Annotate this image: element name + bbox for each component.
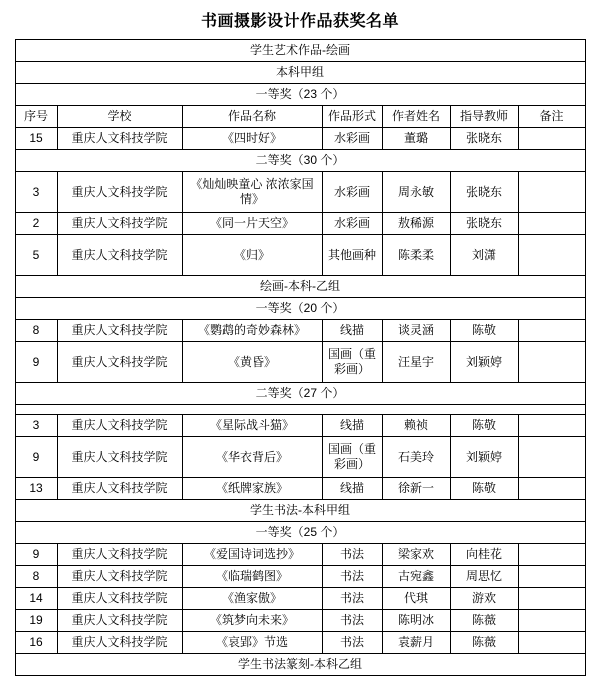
cell-form: 书法 <box>322 588 382 610</box>
cell-no: 8 <box>15 320 57 342</box>
cell-school: 重庆人文科技学院 <box>57 566 182 588</box>
cell-work: 《华衣背后》 <box>182 437 322 478</box>
table-section-row <box>15 298 585 320</box>
cell-remark <box>518 235 585 276</box>
table-section-row <box>15 500 585 522</box>
section-label: 绘画-本科-乙组 <box>15 276 585 298</box>
cell-form: 线描 <box>322 415 382 437</box>
section-label: 二等奖（30 个） <box>15 150 585 172</box>
cell-form: 线描 <box>322 320 382 342</box>
cell-school: 重庆人文科技学院 <box>57 213 182 235</box>
cell-school: 重庆人文科技学院 <box>57 342 182 383</box>
cell-remark <box>518 342 585 383</box>
gap-cell <box>15 405 585 415</box>
cell-teacher: 周思忆 <box>450 566 518 588</box>
cell-no: 16 <box>15 632 57 654</box>
cell-no: 9 <box>15 437 57 478</box>
section-label: 二等奖（27 个） <box>15 383 585 405</box>
cell-work: 《鹦鹉的奇妙森林》 <box>182 320 322 342</box>
cell-no: 3 <box>15 415 57 437</box>
cell-remark <box>518 320 585 342</box>
cell-teacher: 刘颖婷 <box>450 437 518 478</box>
table-row <box>15 588 585 610</box>
cell-form: 水彩画 <box>322 128 382 150</box>
table-section-row <box>15 40 585 62</box>
cell-form: 国画（重彩画） <box>322 342 382 383</box>
cell-no: 5 <box>15 235 57 276</box>
column-header: 作品名称 <box>182 106 322 128</box>
table-section-row <box>15 383 585 405</box>
cell-no: 9 <box>15 544 57 566</box>
cell-school: 重庆人文科技学院 <box>57 172 182 213</box>
table-row <box>15 320 585 342</box>
cell-remark <box>518 172 585 213</box>
cell-author: 敖稀源 <box>382 213 450 235</box>
cell-remark <box>518 632 585 654</box>
cell-school: 重庆人文科技学院 <box>57 235 182 276</box>
column-header: 备注 <box>518 106 585 128</box>
section-label: 一等奖（25 个） <box>15 522 585 544</box>
cell-no: 13 <box>15 478 57 500</box>
table-section-row <box>15 84 585 106</box>
table-header-row <box>15 106 585 128</box>
cell-work: 《渔家傲》 <box>182 588 322 610</box>
cell-teacher: 张晓东 <box>450 128 518 150</box>
table-section-row <box>15 276 585 298</box>
cell-author: 周永敏 <box>382 172 450 213</box>
section-label: 本科甲组 <box>15 62 585 84</box>
cell-teacher: 陈薇 <box>450 632 518 654</box>
cell-work: 《黄昏》 <box>182 342 322 383</box>
cell-remark <box>518 478 585 500</box>
table-row <box>15 342 585 383</box>
column-header: 指导教师 <box>450 106 518 128</box>
table-row <box>15 610 585 632</box>
cell-school: 重庆人文科技学院 <box>57 478 182 500</box>
column-header: 序号 <box>15 106 57 128</box>
cell-school: 重庆人文科技学院 <box>57 437 182 478</box>
cell-teacher: 刘潇 <box>450 235 518 276</box>
cell-form: 书法 <box>322 544 382 566</box>
cell-work: 《临瑞鹤图》 <box>182 566 322 588</box>
cell-work: 《筑梦向未来》 <box>182 610 322 632</box>
cell-work: 《星际战斗猫》 <box>182 415 322 437</box>
cell-form: 水彩画 <box>322 172 382 213</box>
cell-no: 3 <box>15 172 57 213</box>
cell-school: 重庆人文科技学院 <box>57 415 182 437</box>
table-section-row <box>15 522 585 544</box>
cell-author: 董璐 <box>382 128 450 150</box>
cell-remark <box>518 213 585 235</box>
cell-teacher: 张晓东 <box>450 172 518 213</box>
table-section-row <box>15 654 585 676</box>
cell-no: 8 <box>15 566 57 588</box>
table-section-row <box>15 150 585 172</box>
cell-author: 代琪 <box>382 588 450 610</box>
cell-school: 重庆人文科技学院 <box>57 610 182 632</box>
cell-no: 19 <box>15 610 57 632</box>
cell-work: 《归》 <box>182 235 322 276</box>
cell-remark <box>518 544 585 566</box>
cell-school: 重庆人文科技学院 <box>57 632 182 654</box>
table-row <box>15 235 585 276</box>
cell-author: 石美玲 <box>382 437 450 478</box>
section-label: 学生书法-本科甲组 <box>15 500 585 522</box>
cell-work: 《纸牌家族》 <box>182 478 322 500</box>
table-row <box>15 566 585 588</box>
cell-no: 15 <box>15 128 57 150</box>
column-header: 作品形式 <box>322 106 382 128</box>
page-title: 书画摄影设计作品获奖名单 <box>200 13 399 30</box>
cell-form: 其他画种 <box>322 235 382 276</box>
column-header: 学校 <box>57 106 182 128</box>
table-gap-row <box>15 405 585 415</box>
cell-school: 重庆人文科技学院 <box>57 320 182 342</box>
cell-author: 陈柔柔 <box>382 235 450 276</box>
cell-no: 14 <box>15 588 57 610</box>
cell-form: 国画（重彩画） <box>322 437 382 478</box>
cell-remark <box>518 415 585 437</box>
cell-teacher: 陈敬 <box>450 478 518 500</box>
section-label: 一等奖（20 个） <box>15 298 585 320</box>
cell-work: 《四时好》 <box>182 128 322 150</box>
table-row <box>15 437 585 478</box>
cell-school: 重庆人文科技学院 <box>57 128 182 150</box>
section-label: 一等奖（23 个） <box>15 84 585 106</box>
cell-author: 谈灵涵 <box>382 320 450 342</box>
cell-author: 古宛鑫 <box>382 566 450 588</box>
cell-author: 汪星宇 <box>382 342 450 383</box>
table-row <box>15 172 585 213</box>
table-section-row <box>15 62 585 84</box>
table-row <box>15 213 585 235</box>
column-header: 作者姓名 <box>382 106 450 128</box>
table-row <box>15 632 585 654</box>
cell-form: 书法 <box>322 632 382 654</box>
cell-remark <box>518 437 585 478</box>
cell-form: 线描 <box>322 478 382 500</box>
cell-form: 水彩画 <box>322 213 382 235</box>
cell-author: 梁家欢 <box>382 544 450 566</box>
table-row <box>15 415 585 437</box>
cell-school: 重庆人文科技学院 <box>57 544 182 566</box>
cell-remark <box>518 588 585 610</box>
cell-school: 重庆人文科技学院 <box>57 588 182 610</box>
award-list-table <box>15 39 586 676</box>
table-row <box>15 544 585 566</box>
cell-no: 9 <box>15 342 57 383</box>
section-label: 学生艺术作品-绘画 <box>15 40 585 62</box>
cell-work: 《灿灿映童心 浓浓家国情》 <box>182 172 322 213</box>
cell-teacher: 陈敬 <box>450 320 518 342</box>
cell-form: 书法 <box>322 610 382 632</box>
cell-author: 袁薪月 <box>382 632 450 654</box>
section-label: 学生书法篆刻-本科乙组 <box>15 654 585 676</box>
cell-remark <box>518 128 585 150</box>
cell-teacher: 陈薇 <box>450 610 518 632</box>
cell-teacher: 陈敬 <box>450 415 518 437</box>
cell-teacher: 游欢 <box>450 588 518 610</box>
cell-remark <box>518 610 585 632</box>
cell-form: 书法 <box>322 566 382 588</box>
cell-author: 赖祯 <box>382 415 450 437</box>
cell-work: 《同一片天空》 <box>182 213 322 235</box>
cell-teacher: 张晓东 <box>450 213 518 235</box>
cell-remark <box>518 566 585 588</box>
cell-author: 陈明冰 <box>382 610 450 632</box>
cell-work: 《哀郢》节选 <box>182 632 322 654</box>
table-row <box>15 478 585 500</box>
cell-teacher: 向桂花 <box>450 544 518 566</box>
cell-no: 2 <box>15 213 57 235</box>
cell-author: 徐新一 <box>382 478 450 500</box>
table-row <box>15 128 585 150</box>
cell-work: 《爱国诗词选抄》 <box>182 544 322 566</box>
cell-teacher: 刘颖婷 <box>450 342 518 383</box>
